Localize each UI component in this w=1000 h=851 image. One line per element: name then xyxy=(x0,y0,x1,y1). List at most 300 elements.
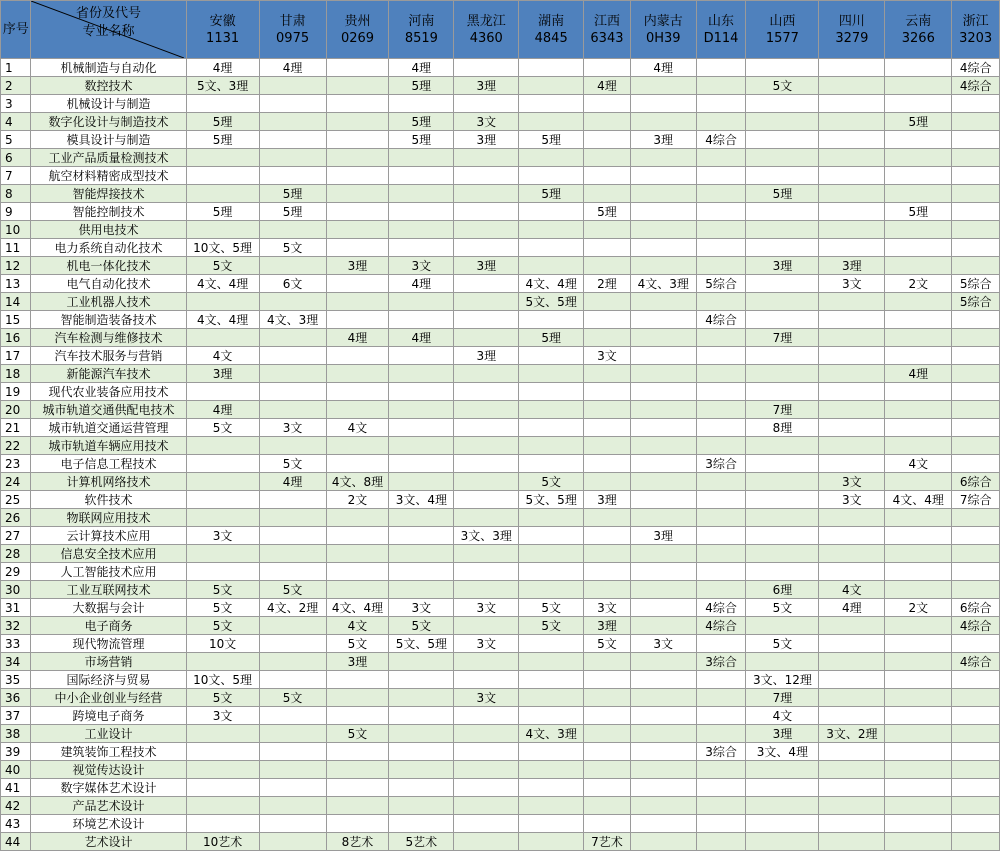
quota-cell xyxy=(519,221,584,239)
quota-cell xyxy=(819,95,885,113)
quota-cell xyxy=(326,113,389,131)
quota-cell xyxy=(259,257,326,275)
quota-cell: 4文、2理 xyxy=(259,599,326,617)
quota-cell: 5文 xyxy=(519,473,584,491)
quota-cell xyxy=(389,401,454,419)
quota-cell xyxy=(630,347,696,365)
quota-cell: 8艺术 xyxy=(326,833,389,851)
quota-cell xyxy=(630,833,696,851)
quota-cell xyxy=(584,293,631,311)
quota-cell xyxy=(186,653,259,671)
quota-cell: 4综合 xyxy=(696,311,746,329)
quota-cell: 3文、2理 xyxy=(819,725,885,743)
quota-cell: 5理 xyxy=(259,203,326,221)
quota-cell xyxy=(454,779,519,797)
quota-cell xyxy=(746,383,819,401)
quota-cell xyxy=(696,419,746,437)
quota-cell xyxy=(389,149,454,167)
quota-cell xyxy=(454,797,519,815)
table-row xyxy=(1,419,1000,437)
quota-cell xyxy=(696,59,746,77)
quota-cell: 5理 xyxy=(186,203,259,221)
quota-cell xyxy=(519,203,584,221)
row-index: 19 xyxy=(1,383,31,401)
quota-cell xyxy=(952,113,1000,131)
quota-cell xyxy=(819,131,885,149)
quota-cell xyxy=(259,77,326,95)
quota-cell xyxy=(952,743,1000,761)
quota-cell: 5文 xyxy=(746,599,819,617)
quota-cell xyxy=(630,149,696,167)
quota-cell: 10文、5理 xyxy=(186,239,259,257)
quota-cell xyxy=(952,419,1000,437)
quota-cell xyxy=(630,437,696,455)
province-code: 6343 xyxy=(590,30,624,46)
table-row xyxy=(1,617,1000,635)
quota-cell xyxy=(630,455,696,473)
major-name: 城市轨道交通供配电技术 xyxy=(31,401,186,419)
quota-cell xyxy=(746,59,819,77)
quota-cell xyxy=(519,509,584,527)
quota-cell xyxy=(746,491,819,509)
quota-cell: 3文 xyxy=(186,707,259,725)
quota-cell xyxy=(259,653,326,671)
corner-bottom-label: 专业名称 xyxy=(82,24,135,39)
row-index: 22 xyxy=(1,437,31,455)
table-row xyxy=(1,347,1000,365)
province-header xyxy=(746,1,819,59)
quota-cell xyxy=(519,311,584,329)
quota-cell: 6综合 xyxy=(952,599,1000,617)
row-index: 10 xyxy=(1,221,31,239)
quota-cell xyxy=(885,509,952,527)
quota-cell xyxy=(885,473,952,491)
quota-cell xyxy=(326,797,389,815)
quota-cell xyxy=(259,293,326,311)
quota-cell xyxy=(389,815,454,833)
major-name: 数字化设计与制造技术 xyxy=(31,113,186,131)
quota-cell xyxy=(819,239,885,257)
row-index: 39 xyxy=(1,743,31,761)
major-name: 产品艺术设计 xyxy=(31,797,186,815)
table-row xyxy=(1,59,1000,77)
quota-cell xyxy=(326,185,389,203)
quota-cell xyxy=(885,689,952,707)
quota-cell: 5综合 xyxy=(952,275,1000,293)
quota-cell xyxy=(326,275,389,293)
quota-cell xyxy=(696,149,746,167)
quota-cell xyxy=(519,365,584,383)
province-code: 8519 xyxy=(404,30,438,46)
quota-cell: 5文 xyxy=(389,617,454,635)
quota-cell xyxy=(259,725,326,743)
major-name: 软件技术 xyxy=(31,491,186,509)
quota-cell xyxy=(885,221,952,239)
quota-cell xyxy=(696,113,746,131)
quota-cell xyxy=(389,365,454,383)
quota-cell xyxy=(885,725,952,743)
quota-cell xyxy=(454,203,519,221)
quota-cell xyxy=(952,203,1000,221)
quota-cell xyxy=(952,815,1000,833)
row-index: 11 xyxy=(1,239,31,257)
row-index: 36 xyxy=(1,689,31,707)
index-header: 序号 xyxy=(1,1,31,59)
quota-cell xyxy=(259,437,326,455)
province-code: 4845 xyxy=(534,30,568,46)
quota-cell xyxy=(519,689,584,707)
row-index: 16 xyxy=(1,329,31,347)
quota-cell xyxy=(746,527,819,545)
quota-cell xyxy=(885,833,952,851)
quota-cell xyxy=(819,59,885,77)
quota-cell xyxy=(326,455,389,473)
quota-cell: 4综合 xyxy=(952,617,1000,635)
table-row xyxy=(1,563,1000,581)
province-name: 江西 xyxy=(593,13,620,29)
quota-cell: 2理 xyxy=(584,275,631,293)
quota-cell xyxy=(885,437,952,455)
row-index: 32 xyxy=(1,617,31,635)
row-index: 41 xyxy=(1,779,31,797)
quota-cell: 3文 xyxy=(584,599,631,617)
quota-cell xyxy=(389,95,454,113)
quota-cell: 5文 xyxy=(519,599,584,617)
quota-cell xyxy=(519,527,584,545)
table-row xyxy=(1,581,1000,599)
province-name: 四川 xyxy=(838,13,865,29)
quota-cell xyxy=(259,671,326,689)
quota-cell: 4文 xyxy=(186,347,259,365)
quota-cell xyxy=(519,167,584,185)
corner-top-label: 省份及代号 xyxy=(76,6,142,21)
quota-cell xyxy=(584,95,631,113)
major-name: 信息安全技术应用 xyxy=(31,545,186,563)
quota-cell xyxy=(696,761,746,779)
quota-cell: 4理 xyxy=(819,599,885,617)
major-name: 汽车技术服务与营销 xyxy=(31,347,186,365)
quota-cell xyxy=(746,761,819,779)
quota-cell xyxy=(454,59,519,77)
table-row xyxy=(1,743,1000,761)
quota-cell: 10文、5理 xyxy=(186,671,259,689)
quota-cell: 4文、4理 xyxy=(519,275,584,293)
quota-cell xyxy=(630,509,696,527)
table-row xyxy=(1,167,1000,185)
quota-cell xyxy=(326,671,389,689)
quota-cell xyxy=(186,185,259,203)
quota-cell xyxy=(584,473,631,491)
quota-cell xyxy=(630,797,696,815)
quota-cell xyxy=(259,329,326,347)
quota-cell xyxy=(584,365,631,383)
table-row xyxy=(1,275,1000,293)
quota-cell xyxy=(389,167,454,185)
quota-cell xyxy=(696,707,746,725)
quota-cell xyxy=(259,401,326,419)
major-name: 智能控制技术 xyxy=(31,203,186,221)
quota-cell xyxy=(326,131,389,149)
quota-cell xyxy=(885,329,952,347)
quota-cell xyxy=(885,383,952,401)
quota-cell xyxy=(454,653,519,671)
row-index: 14 xyxy=(1,293,31,311)
major-name: 电气自动化技术 xyxy=(31,275,186,293)
quota-cell xyxy=(819,293,885,311)
quota-cell xyxy=(696,401,746,419)
quota-cell xyxy=(389,383,454,401)
quota-cell: 5文 xyxy=(186,581,259,599)
quota-cell xyxy=(696,437,746,455)
major-name: 智能制造装备技术 xyxy=(31,311,186,329)
corner-header xyxy=(31,1,186,59)
quota-cell: 5理 xyxy=(885,113,952,131)
quota-cell xyxy=(259,365,326,383)
quota-cell xyxy=(454,275,519,293)
table-row xyxy=(1,437,1000,455)
quota-cell xyxy=(389,239,454,257)
quota-cell xyxy=(454,185,519,203)
major-name: 电子商务 xyxy=(31,617,186,635)
major-name: 工业互联网技术 xyxy=(31,581,186,599)
quota-cell xyxy=(952,563,1000,581)
quota-cell xyxy=(259,149,326,167)
quota-cell: 3文 xyxy=(819,473,885,491)
table-row xyxy=(1,653,1000,671)
quota-cell xyxy=(326,203,389,221)
quota-cell xyxy=(326,59,389,77)
quota-cell xyxy=(696,797,746,815)
quota-cell xyxy=(696,527,746,545)
quota-cell xyxy=(885,257,952,275)
quota-cell xyxy=(519,671,584,689)
quota-cell: 4文、4理 xyxy=(186,275,259,293)
quota-cell xyxy=(630,707,696,725)
quota-cell xyxy=(696,563,746,581)
quota-cell: 5文 xyxy=(186,599,259,617)
province-header xyxy=(952,1,1000,59)
quota-cell xyxy=(326,401,389,419)
quota-cell: 8理 xyxy=(746,419,819,437)
province-code: 0H39 xyxy=(645,30,681,46)
quota-cell xyxy=(746,455,819,473)
quota-cell: 4文 xyxy=(326,419,389,437)
quota-cell xyxy=(630,473,696,491)
row-index: 37 xyxy=(1,707,31,725)
quota-cell: 4文、3理 xyxy=(259,311,326,329)
quota-cell xyxy=(952,509,1000,527)
quota-cell xyxy=(819,761,885,779)
quota-cell xyxy=(696,491,746,509)
row-index: 25 xyxy=(1,491,31,509)
quota-cell: 3文、4理 xyxy=(746,743,819,761)
quota-cell xyxy=(885,239,952,257)
quota-cell xyxy=(696,671,746,689)
quota-cell: 5文 xyxy=(326,725,389,743)
quota-cell xyxy=(259,383,326,401)
quota-cell xyxy=(819,401,885,419)
quota-cell xyxy=(819,563,885,581)
quota-cell: 4文、3理 xyxy=(519,725,584,743)
quota-cell xyxy=(819,419,885,437)
quota-cell xyxy=(885,779,952,797)
quota-cell xyxy=(389,779,454,797)
quota-cell xyxy=(819,797,885,815)
quota-cell xyxy=(746,239,819,257)
quota-cell xyxy=(952,221,1000,239)
quota-cell xyxy=(326,239,389,257)
quota-cell xyxy=(389,707,454,725)
quota-cell xyxy=(454,95,519,113)
quota-cell: 4文、3理 xyxy=(630,275,696,293)
quota-cell xyxy=(259,743,326,761)
quota-cell xyxy=(259,545,326,563)
quota-cell xyxy=(696,473,746,491)
quota-cell: 3文 xyxy=(454,113,519,131)
quota-cell: 3理 xyxy=(454,131,519,149)
row-index: 5 xyxy=(1,131,31,149)
quota-cell xyxy=(454,239,519,257)
quota-cell xyxy=(696,509,746,527)
quota-cell: 4理 xyxy=(389,329,454,347)
quota-cell xyxy=(584,653,631,671)
table-row xyxy=(1,707,1000,725)
quota-cell: 3理 xyxy=(819,257,885,275)
quota-cell: 4综合 xyxy=(952,653,1000,671)
row-index: 4 xyxy=(1,113,31,131)
table-row xyxy=(1,293,1000,311)
quota-cell xyxy=(326,95,389,113)
quota-cell xyxy=(584,401,631,419)
quota-cell xyxy=(584,239,631,257)
major-name: 机械制造与自动化 xyxy=(31,59,186,77)
quota-cell: 3文 xyxy=(186,527,259,545)
quota-cell: 5理 xyxy=(389,77,454,95)
quota-cell xyxy=(696,203,746,221)
province-header xyxy=(389,1,454,59)
quota-cell xyxy=(519,437,584,455)
major-name: 工业产品质量检测技术 xyxy=(31,149,186,167)
quota-cell xyxy=(186,761,259,779)
row-index: 24 xyxy=(1,473,31,491)
quota-cell xyxy=(584,113,631,131)
major-name: 新能源汽车技术 xyxy=(31,365,186,383)
major-name: 智能焊接技术 xyxy=(31,185,186,203)
quota-cell xyxy=(519,779,584,797)
quota-cell: 3文 xyxy=(389,599,454,617)
quota-cell xyxy=(819,689,885,707)
quota-cell xyxy=(389,671,454,689)
quota-cell xyxy=(584,581,631,599)
quota-cell xyxy=(746,545,819,563)
quota-cell xyxy=(389,185,454,203)
quota-cell xyxy=(519,653,584,671)
quota-cell xyxy=(584,131,631,149)
quota-cell xyxy=(696,833,746,851)
quota-cell xyxy=(326,509,389,527)
major-name: 机械设计与制造 xyxy=(31,95,186,113)
table-row xyxy=(1,599,1000,617)
quota-cell xyxy=(389,563,454,581)
quota-cell: 5理 xyxy=(519,185,584,203)
quota-cell xyxy=(389,653,454,671)
quota-cell xyxy=(326,527,389,545)
quota-cell xyxy=(952,311,1000,329)
quota-cell xyxy=(326,365,389,383)
table-row xyxy=(1,833,1000,851)
quota-cell xyxy=(630,365,696,383)
table-row xyxy=(1,671,1000,689)
province-code: 3279 xyxy=(835,30,869,46)
province-header xyxy=(326,1,389,59)
row-index: 8 xyxy=(1,185,31,203)
quota-cell xyxy=(630,689,696,707)
quota-cell xyxy=(326,707,389,725)
quota-cell xyxy=(696,365,746,383)
quota-cell xyxy=(186,95,259,113)
quota-cell xyxy=(952,707,1000,725)
quota-cell xyxy=(454,617,519,635)
row-index: 42 xyxy=(1,797,31,815)
quota-cell: 3综合 xyxy=(696,653,746,671)
quota-cell xyxy=(519,113,584,131)
quota-cell xyxy=(885,311,952,329)
quota-cell xyxy=(819,527,885,545)
quota-cell xyxy=(259,95,326,113)
major-name: 航空材料精密成型技术 xyxy=(31,167,186,185)
quota-cell xyxy=(746,797,819,815)
quota-cell xyxy=(389,293,454,311)
quota-cell xyxy=(259,779,326,797)
quota-cell xyxy=(819,509,885,527)
quota-cell xyxy=(454,311,519,329)
quota-cell xyxy=(584,743,631,761)
quota-cell xyxy=(696,635,746,653)
quota-cell: 3理 xyxy=(326,653,389,671)
quota-cell xyxy=(630,599,696,617)
quota-cell xyxy=(186,545,259,563)
quota-cell xyxy=(519,383,584,401)
table-row xyxy=(1,95,1000,113)
quota-cell: 3理 xyxy=(454,77,519,95)
quota-cell xyxy=(885,815,952,833)
quota-cell xyxy=(584,779,631,797)
province-name: 河南 xyxy=(408,13,435,29)
major-name: 视觉传达设计 xyxy=(31,761,186,779)
quota-cell xyxy=(519,419,584,437)
quota-cell xyxy=(819,833,885,851)
quota-cell xyxy=(885,617,952,635)
quota-cell xyxy=(186,491,259,509)
quota-cell xyxy=(584,419,631,437)
quota-cell xyxy=(885,77,952,95)
quota-cell xyxy=(519,239,584,257)
quota-cell xyxy=(186,797,259,815)
quota-cell xyxy=(746,365,819,383)
quota-cell xyxy=(519,761,584,779)
quota-cell xyxy=(696,167,746,185)
quota-cell: 3文、12理 xyxy=(746,671,819,689)
quota-cell xyxy=(819,653,885,671)
province-name: 黑龙江 xyxy=(466,13,506,29)
row-index: 15 xyxy=(1,311,31,329)
table-row xyxy=(1,509,1000,527)
quota-cell xyxy=(584,383,631,401)
quota-cell xyxy=(389,797,454,815)
quota-cell xyxy=(186,779,259,797)
quota-cell: 5艺术 xyxy=(389,833,454,851)
quota-cell xyxy=(746,95,819,113)
